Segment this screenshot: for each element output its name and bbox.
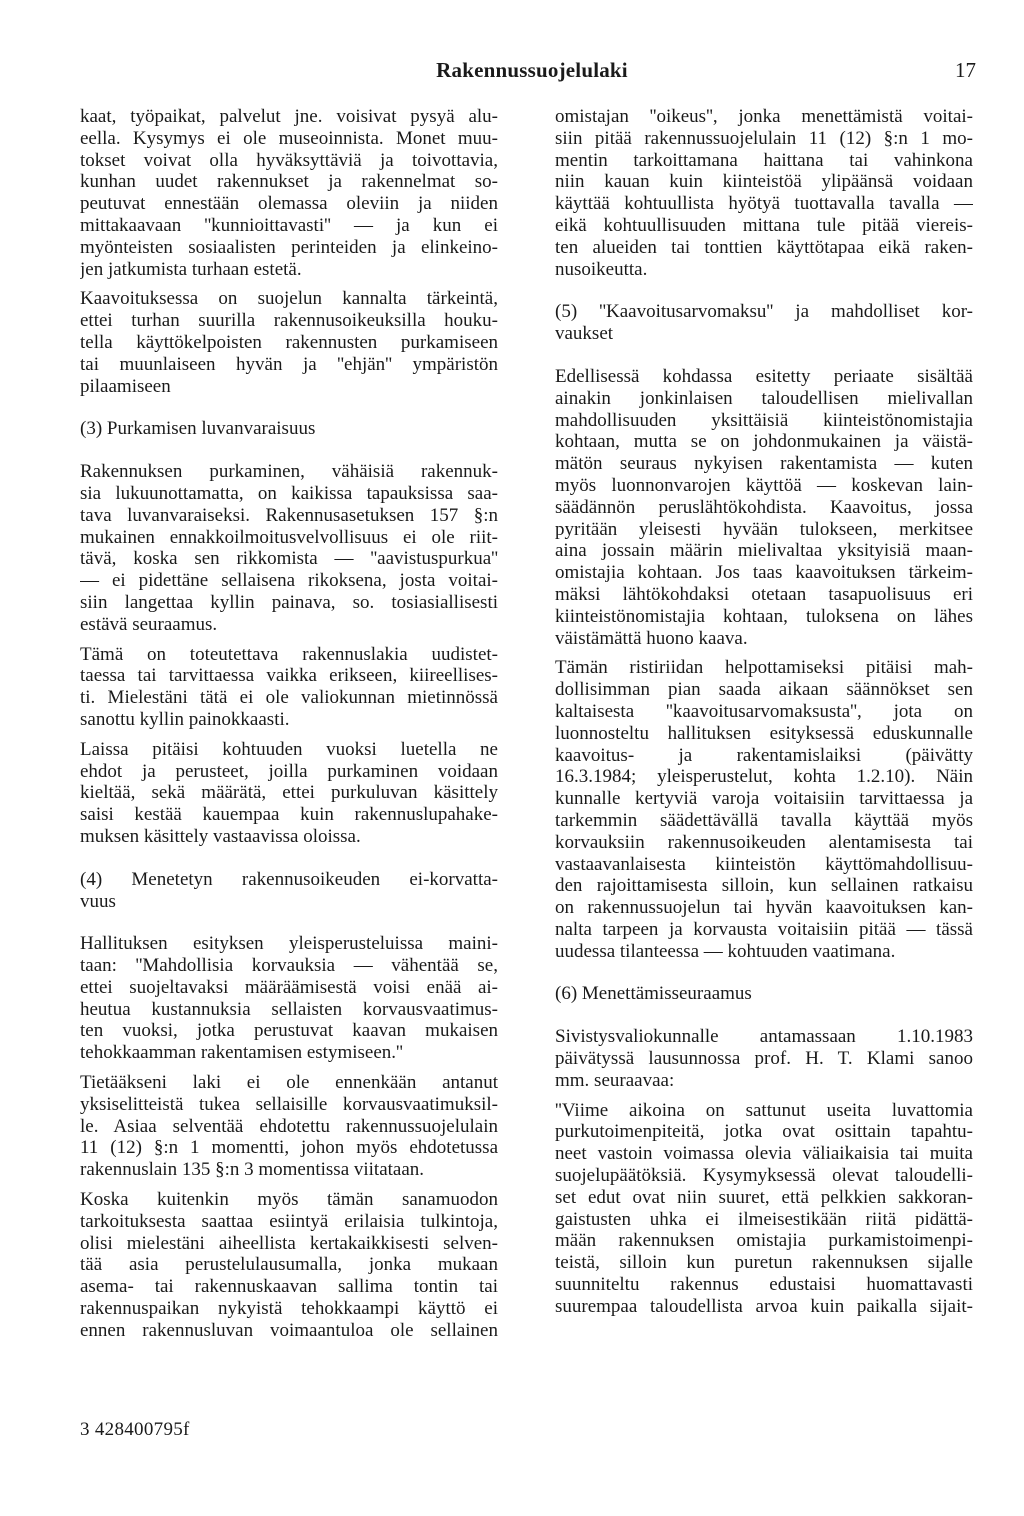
block-spacer [555,345,973,366]
text-line: Laissa pitäisi kohtuuden vuoksi luetella ne [80,738,498,760]
text-line: den rajoittamisesta silloin, kun sellainen ratkaisu [555,875,973,897]
text-line: luonnosteltu hallituksen esityksessä eduskunnalle [555,722,973,744]
text-line: vuus [80,890,116,912]
text-line: niin kauan kuin kiinteistöä ylipäänsä voidaan [555,171,973,193]
text-line: käyttää kohtuullista hyötyä tuottavalla tavalla — [555,193,973,215]
text-line: gaistusten uhka ei ilmeisestikään riitä pidättä- [555,1208,973,1230]
text-line: mm. seuraavaa: [555,1069,675,1091]
text-line: Tietääkseni laki ei ole ennenkään antanut [80,1072,498,1094]
printer-signature: 3 428400795f [80,1419,190,1440]
page-number: 17 [955,58,976,82]
text-line: kunnalle kertyviä varoja voitaisiin tarvittaessa ja [555,788,973,810]
text-line: teistä, silloin kun puretun rakennuksen sijalle [555,1252,973,1274]
text-line: ten alueiden tai tonttien käyttötapaa eikä raken- [555,236,973,258]
text-line: kaavoitus- ja rakentamislaiksi (päivätty [555,744,973,766]
text-line: sanottu kyllin painokkaasti. [80,708,290,730]
text-line: 11 (12) §:n 1 momentti, johon myös ehdotetussa [80,1137,498,1159]
text-line: rakennuspaikan nykyistä tehokkaampi käyttö ei [80,1298,498,1320]
text-line: eella. Kysymys ei ole museoinnista. Monet muu- [80,127,498,149]
paragraph [80,288,498,397]
text-line: vaukset [555,323,614,345]
text-line: tarkoituksesta saattaa esiintyä erilaisia tulkintoja, [80,1210,498,1232]
text-line: nalta tarpeen ja korvausta voitaisiin pitää — tässä [555,918,973,940]
paragraph [80,1189,498,1342]
text-line: ainakin jonkinlaisen taloudellisen mielivallan [555,387,973,409]
text-line: kiinteistönomistajia kohtaan, tuloksena on lähes [555,605,973,627]
block-spacer [555,1092,973,1100]
text-line: olisi mielestäni aiheellista kertakaikkisesti selven- [80,1232,498,1254]
text-line: mukainen ennakkoilmoitusvelvollisuus ei ole riit- [80,526,498,548]
text-line: taessa tai tarvittaessa vaikka erikseen, kiireellises- [80,665,498,687]
text-line: pilaamiseen [80,375,171,397]
text-line: uudessa tilanteessa — kohtuuden vaatimana. [555,940,896,962]
text-line: Hallituksen esityksen yleisperusteluissa maini- [80,933,498,955]
section-heading [80,418,498,440]
text-line: set edut ovat niin suuret, että pelkkien sakkoran- [555,1186,973,1208]
block-spacer [555,649,973,657]
text-line: Rakennuksen purkaminen, vähäisiä rakennuk- [80,461,498,483]
text-line: väistämättä huono kaava. [555,627,748,649]
block-spacer [80,912,498,933]
paragraph [80,933,498,1064]
text-line: siin langettaa kyllin painava, so. tosiasiallisesti [80,591,498,613]
text-line: rakennuslain 135 §:n 3 momentissa viitataan. [80,1159,425,1181]
block-spacer [555,1005,973,1026]
text-line: ten vuoksi, jotka perustuvat kaavan mukaisen [80,1020,498,1042]
text-line: jen jatkumista turhaan estetä. [80,258,302,280]
text-line: suojelupäätöksiä. Kysymyksessä olevat taloudelli- [555,1165,973,1187]
text-line: 16.3.1984; yleisperustelut, kohta 1.2.10). Näin [555,766,973,788]
text-line: eikä kohtuullisuuden mittana tule pitää viereis- [555,214,973,236]
text-line: kohtaan, mutta se on johdonmukainen ja väistä- [555,431,973,453]
text-line: sia lukuunottamatta, on kaikissa tapauksissa saa- [80,482,498,504]
text-line: estävä seuraamus. [80,613,218,635]
text-line: (4) Menetetyn rakennusoikeuden ei-korvatta- [80,868,498,890]
text-line: säädännön peruslähtökohdista. Kaavoitus, jossa [555,496,973,518]
text-line: (6) Menettämisseuraamus [555,983,752,1005]
text-line: ti. Mielestäni tätä ei ole valiokunnan mietinnössä [80,687,498,709]
text-line: yksiselitteistä tukea sellaisille korvausvaatimuksil- [80,1093,498,1115]
paragraph [80,644,498,731]
block-spacer [80,1181,498,1189]
text-line: mään rakennuksen omistajia purkamistoimenpi- [555,1230,973,1252]
text-line: Sivistysvaliokunnalle antamassaan 1.10.1983 [555,1026,973,1048]
text-line: heutua kustannuksia sellaisten korvausvaatimus- [80,998,498,1020]
right-column [555,106,973,1318]
text-line: ehdot ja perusteet, joilla purkaminen voidaan [80,760,498,782]
text-line: saisi kestää kauempaa kuin rakennuslupahake- [80,804,498,826]
block-spacer [80,440,498,461]
block-spacer [80,731,498,739]
text-line: (5) ''Kaavoitusarvomaksu'' ja mahdolliset kor- [555,301,973,323]
section-heading [80,869,498,913]
text-line: tai muunlaiseen hyvän ja ''ehjän'' ympäristön [80,353,498,375]
paragraph [555,366,973,649]
text-line: mahdollisuuden yksittäisiä kiinteistönomistajia [555,409,973,431]
text-line: ettei suojeltavaksi määräämisestä voisi enää ai- [80,976,498,998]
paragraph [80,739,498,848]
text-line: tävä, koska sen rikkomista — ''aavistuspurkua'' [80,548,498,570]
text-line: korvauksiin rakennusoikeuden alentamisesta tai [555,831,973,853]
text-line: omistajan ''oikeus'', jonka menettämistä voitai- [555,106,973,127]
block-spacer [555,962,973,983]
text-line: Koska kuitenkin myös tämän sanamuodon [80,1189,498,1211]
text-line: siin pitää rakennussuojelulain 11 (12) §:n 1 mo- [555,127,973,149]
text-line: pyritään yleisesti hyvään tulokseen, merkitsee [555,518,973,540]
text-line: tää asia perustelulausumalla, jonka mukaan [80,1254,498,1276]
text-line: Kaavoituksessa on suojelun kannalta tärkeintä, [80,288,498,310]
text-line: mittakaavaan ''kunnioittavasti'' — ja kun ei [80,214,498,236]
text-line: neet vastoin voimassa olevia väliaikaisia tai muita [555,1143,973,1165]
text-line: asema- tai rakennuskaavan sallima tontin tai [80,1276,498,1298]
paragraph [555,1026,973,1091]
text-line: ettei turhan suurilla rakennusoikeuksilla houku- [80,310,498,332]
block-spacer [80,397,498,418]
text-line: tava luvanvaraiseksi. Rakennusasetuksen 157 §:n [80,504,498,526]
block-spacer [80,848,498,869]
text-line: suunniteltu rakennus edustaisi huomattavasti [555,1274,973,1296]
text-line: kaltaisesta ''kaavoitusarvomaksusta'', jota on [555,700,973,722]
text-line: mentin tarkoittamana haittana tai vahinkona [555,149,973,171]
text-line: (3) Purkamisen luvanvaraisuus [80,418,316,440]
text-line: muksen käsittely vastaavissa oloissa. [80,825,361,847]
section-heading [555,301,973,345]
text-line: taan: ''Mahdollisia korvauksia — vähentää se, [80,955,498,977]
text-line: — ei pidettäne sellaisena rikoksena, josta voitai- [80,570,498,592]
text-line: tella käyttökelpoisten rakennusten purkamiseen [80,331,498,353]
text-line: mätön seuraus nykyisen rakentamista — kuten [555,453,973,475]
block-spacer [80,280,498,288]
text-line: tarkemmin säädettävällä tavalla käyttää myös [555,809,973,831]
block-spacer [80,1064,498,1072]
paragraph [80,106,498,280]
paragraph [555,106,973,280]
text-line: le. Asiaa selventää ehdotettu rakennussuojelulain [80,1115,498,1137]
page-header [0,58,1024,88]
block-spacer [80,636,498,644]
text-line: ennen rakennusluvan voimaantuloa ole sellainen [80,1319,498,1341]
paragraph [80,1072,498,1181]
text-line: tehokkaamman rakentamisen estymiseen.'' [80,1042,403,1064]
running-title: Rakennussuojelulaki [436,58,628,82]
paragraph [555,657,973,962]
text-line: suurempaa taloudellista arvoa kuin paikalla sijait- [555,1295,973,1317]
section-heading [555,983,973,1005]
left-column [80,106,498,1342]
text-line: tokset voivat olla hyväksyttäviä ja toivottavia, [80,149,498,171]
text-line: aina jossain määrin mielivaltaa yksityisiä maan- [555,540,973,562]
text-line: mäksi lähtökohdaksi otetaan tasapuolisuus eri [555,583,973,605]
paragraph [80,461,498,635]
text-line: purkutoimenpiteitä, jotka ovat osittain tapahtu- [555,1121,973,1143]
text-line: myös luonnonvarojen käyttöä — koskevan lain- [555,474,973,496]
paragraph [555,1100,973,1318]
text-line: kunhan uudet rakennukset ja rakennelmat so- [80,171,498,193]
text-line: vastaavanlaisesta kiinteistön käyttömahdollisuu- [555,853,973,875]
text-line: peutuvat ennestään olemassa oleviin ja niiden [80,193,498,215]
text-line: kieltää, sekä määrätä, ettei purkuluvan käsittely [80,782,498,804]
text-line: omistajia kohtaan. Jos taas kaavoituksen tärkeim- [555,562,973,584]
text-line: Tämän ristiriidan helpottamiseksi pitäisi mah- [555,657,973,679]
text-line: päivätyssä lausunnossa prof. H. T. Klami sanoo [555,1048,973,1070]
text-line: myönteisten sosiaalisten perinteiden ja elinkeino- [80,236,498,258]
text-line: nusoikeutta. [555,258,648,280]
text-line: on rakennussuojelun tai hyvän kaavoituksen kan- [555,897,973,919]
text-line: ''Viime aikoina on sattunut useita luvattomia [555,1099,973,1121]
text-line: Edellisessä kohdassa esitetty periaate sisältää [555,365,973,387]
text-line: kaat, työpaikat, palvelut jne. voisivat pysyä alu- [80,106,498,127]
text-line: dollisimman pian saada aikaan säännökset sen [555,679,973,701]
text-line: Tämä on toteutettava rakennuslakia uudistet- [80,643,498,665]
block-spacer [555,280,973,301]
